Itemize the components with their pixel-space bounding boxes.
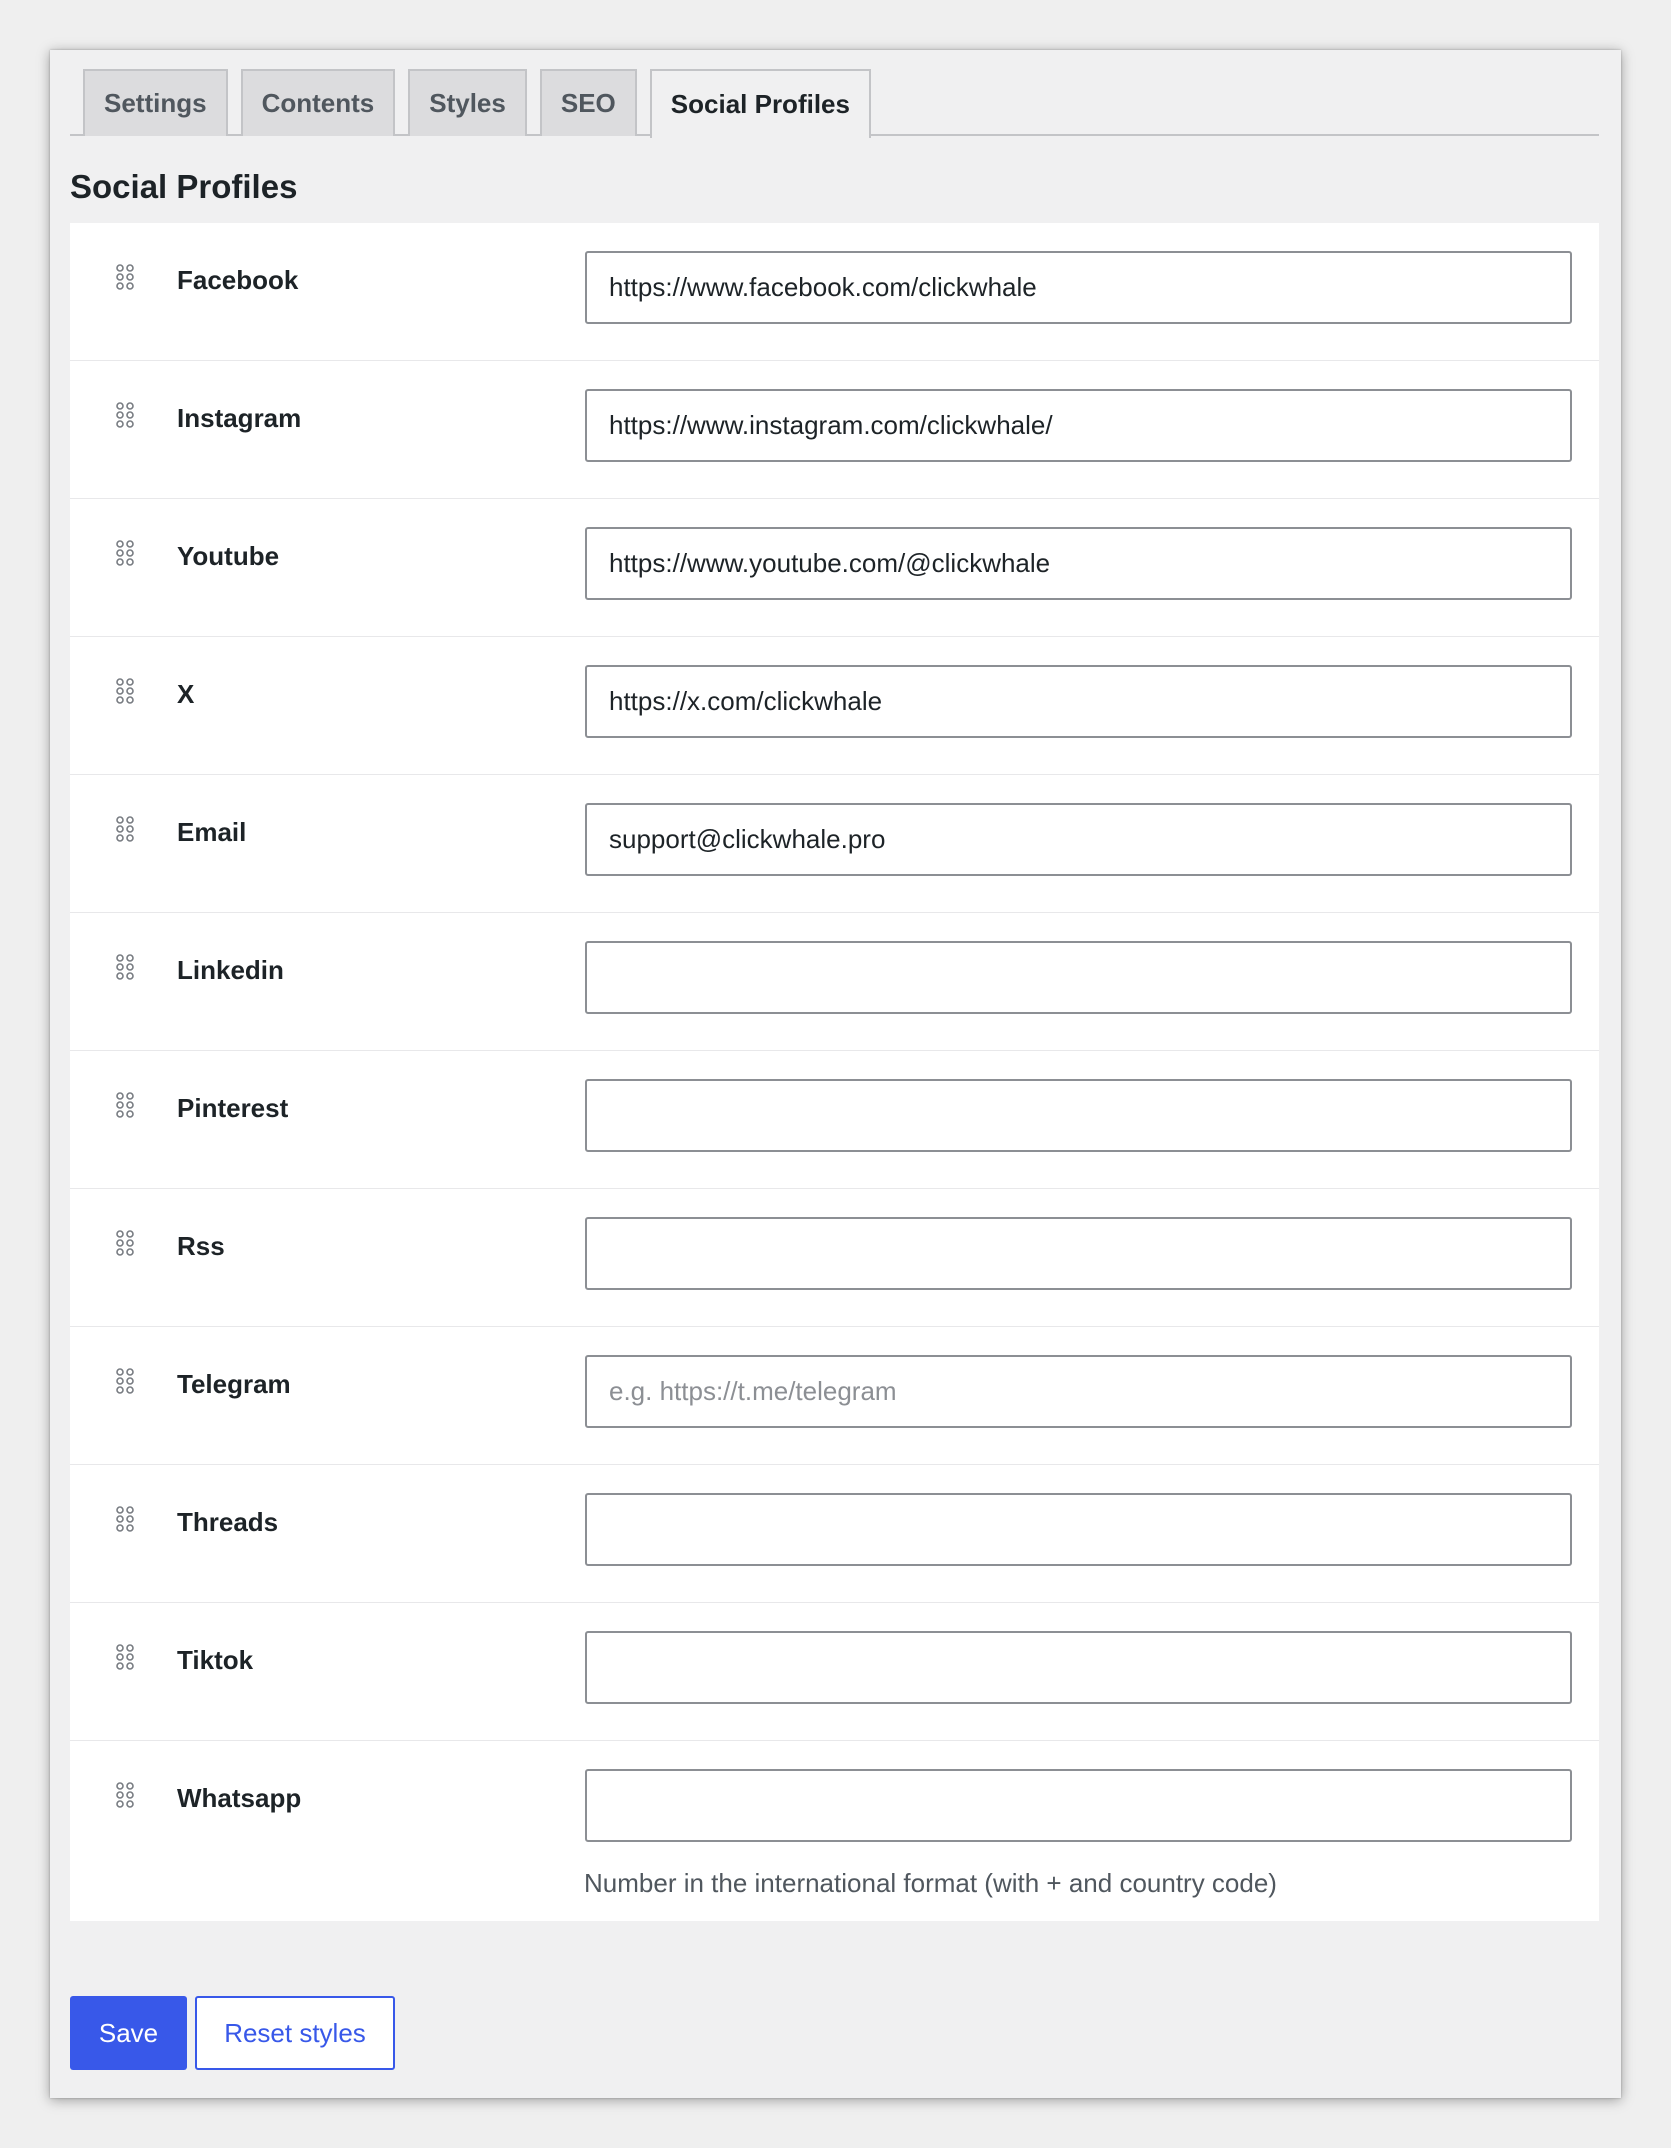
- profile-label-youtube: Youtube: [177, 541, 280, 571]
- drag-handle-icon[interactable]: [115, 1781, 135, 1809]
- social-profiles-list: [70, 223, 1599, 1921]
- profile-label-instagram: Instagram: [177, 403, 302, 433]
- drag-handle-icon[interactable]: [115, 1643, 135, 1671]
- profile-label-threads: Threads: [177, 1507, 279, 1537]
- profile-row-linkedin: [70, 913, 1599, 1051]
- reset-styles-button[interactable]: Reset styles: [195, 1996, 395, 2070]
- linkedin-url-input[interactable]: [585, 941, 1572, 1014]
- tab-bar: [70, 69, 1599, 136]
- x-url-input[interactable]: [585, 665, 1572, 738]
- whatsapp-hint: Number in the international format (with + and country code): [584, 1868, 1277, 1898]
- drag-handle-icon[interactable]: [115, 1091, 135, 1119]
- threads-url-input[interactable]: [585, 1493, 1572, 1566]
- tab-styles[interactable]: Styles: [408, 69, 527, 136]
- tab-social-profiles[interactable]: Social Profiles: [650, 69, 871, 138]
- profile-label-x: X: [177, 679, 195, 709]
- youtube-url-input[interactable]: [585, 527, 1572, 600]
- profile-row-instagram: [70, 361, 1599, 499]
- profile-label-telegram: Telegram: [177, 1369, 291, 1399]
- settings-window: [50, 50, 1621, 2098]
- drag-handle-icon[interactable]: [115, 1367, 135, 1395]
- tab-settings[interactable]: Settings: [83, 69, 228, 136]
- telegram-url-input[interactable]: [585, 1355, 1572, 1428]
- pinterest-url-input[interactable]: [585, 1079, 1572, 1152]
- profile-label-linkedin: Linkedin: [177, 955, 284, 985]
- drag-handle-icon[interactable]: [115, 539, 135, 567]
- save-button[interactable]: Save: [70, 1996, 187, 2070]
- profile-row-pinterest: [70, 1051, 1599, 1189]
- profile-label-pinterest: Pinterest: [177, 1093, 289, 1123]
- profile-label-email: Email: [177, 817, 247, 847]
- profile-label-facebook: Facebook: [177, 265, 299, 295]
- facebook-url-input[interactable]: [585, 251, 1572, 324]
- form-actions: [70, 1996, 395, 2070]
- profile-row-threads: [70, 1465, 1599, 1603]
- rss-url-input[interactable]: [585, 1217, 1572, 1290]
- section-title: Social Profiles: [70, 168, 298, 205]
- profile-label-rss: Rss: [177, 1231, 225, 1261]
- drag-handle-icon[interactable]: [115, 1505, 135, 1533]
- instagram-url-input[interactable]: [585, 389, 1572, 462]
- profile-row-whatsapp: [70, 1741, 1599, 1917]
- tab-contents[interactable]: Contents: [241, 69, 396, 136]
- whatsapp-url-input[interactable]: [585, 1769, 1572, 1842]
- tiktok-url-input[interactable]: [585, 1631, 1572, 1704]
- profile-row-email: [70, 775, 1599, 913]
- profile-row-telegram: [70, 1327, 1599, 1465]
- profile-label-tiktok: Tiktok: [177, 1645, 254, 1675]
- profile-row-rss: [70, 1189, 1599, 1327]
- drag-handle-icon[interactable]: [115, 1229, 135, 1257]
- email-url-input[interactable]: [585, 803, 1572, 876]
- drag-handle-icon[interactable]: [115, 677, 135, 705]
- tab-seo[interactable]: SEO: [540, 69, 637, 136]
- profile-row-tiktok: [70, 1603, 1599, 1741]
- drag-handle-icon[interactable]: [115, 263, 135, 291]
- profile-label-whatsapp: Whatsapp: [177, 1783, 302, 1813]
- drag-handle-icon[interactable]: [115, 815, 135, 843]
- drag-handle-icon[interactable]: [115, 953, 135, 981]
- drag-handle-icon[interactable]: [115, 401, 135, 429]
- profile-row-x: [70, 637, 1599, 775]
- profile-row-youtube: [70, 499, 1599, 637]
- profile-row-facebook: [70, 223, 1599, 361]
